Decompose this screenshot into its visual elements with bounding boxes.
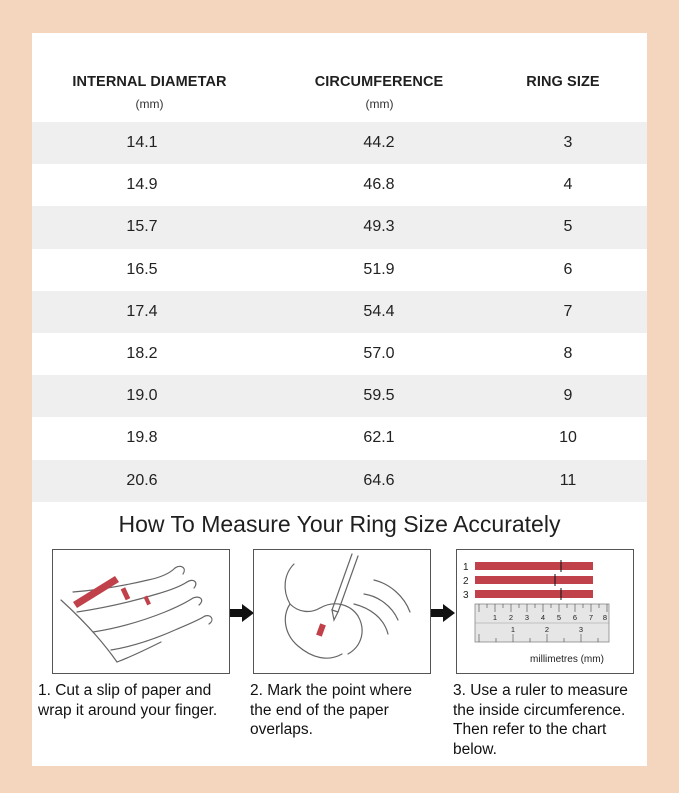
header-circumference: CIRCUMFERENCE: [314, 74, 444, 90]
diameter-cell: 16.5: [126, 260, 158, 278]
ring-size-cell: 7: [563, 302, 573, 320]
circumference-cell: 44.2: [363, 134, 395, 152]
step1-text: [38, 681, 243, 720]
hand-wrap-icon: [53, 550, 229, 673]
ring-size-cell: 5: [563, 218, 573, 236]
circumference-cell: 62.1: [363, 429, 395, 447]
strip-label: 3: [463, 590, 469, 601]
circumference-cell: 46.8: [363, 176, 395, 194]
step-line: Then refer to the chart: [453, 721, 607, 738]
header-ring-size: RING SIZE: [526, 74, 600, 90]
ruler-tick-label: 3: [524, 613, 530, 622]
diameter-cell: 14.1: [126, 134, 158, 152]
arrow-right-icon: [431, 604, 455, 622]
step-line: the end of the paper: [250, 701, 389, 719]
table-row: [32, 375, 647, 417]
ring-size-cell: 11: [559, 471, 577, 489]
arrow-right-icon: [230, 604, 254, 622]
step-line: the inside circumference.: [453, 701, 626, 719]
paper-strip: [475, 576, 593, 584]
ruler-unit-label: millimetres (mm): [530, 654, 604, 665]
ruler-tick-label: 2: [544, 625, 550, 634]
step2-text: [250, 681, 440, 740]
ruler-tick-label: 2: [508, 613, 514, 622]
step-line: overlaps.: [250, 721, 313, 738]
step-line: 2. Mark the point where: [250, 682, 412, 699]
circumference-cell: 54.4: [363, 302, 395, 320]
ruler-tick-label: 6: [572, 613, 578, 622]
step-line: 3. Use a ruler to measure: [453, 682, 628, 699]
header-internal-diameter: INTERNAL DIAMETAR: [72, 74, 227, 90]
hand-mark-icon: [254, 550, 430, 673]
ring-size-cell: 8: [563, 345, 573, 363]
strip-label: 2: [463, 576, 469, 587]
diameter-cell: 17.4: [126, 302, 158, 320]
table-row: [32, 164, 647, 206]
diameter-cell: 19.8: [126, 429, 158, 447]
step3-illustration: [456, 549, 634, 674]
ruler-tick-label: 7: [588, 613, 594, 622]
ruler-tick-label: 8: [602, 613, 608, 622]
ruler-tick-label: 4: [540, 613, 546, 622]
ring-size-cell: 3: [563, 134, 573, 152]
diameter-cell: 14.9: [126, 176, 158, 194]
circumference-cell: 49.3: [363, 218, 395, 236]
table-row: [32, 291, 647, 333]
size-table: [32, 122, 647, 502]
ring-size-card: [32, 33, 647, 766]
diameter-cell: 15.7: [126, 218, 158, 236]
paper-strip: [475, 590, 593, 598]
diameter-cell: 19.0: [126, 387, 158, 405]
step-line: 1. Cut a slip of paper and: [38, 682, 212, 699]
table-row: [32, 333, 647, 375]
table-row: [32, 417, 647, 459]
ruler-icon: [457, 550, 633, 673]
step-line: below.: [453, 740, 497, 758]
step1-illustration: [52, 549, 230, 674]
step3-text: [453, 681, 645, 759]
ring-size-cell: 10: [559, 429, 577, 447]
ring-size-cell: 4: [563, 176, 573, 194]
howto-title: How To Measure Your Ring Size Accurately: [118, 511, 561, 537]
ruler-tick-label: 5: [556, 613, 562, 622]
circumference-cell: 64.6: [363, 471, 395, 489]
table-row: [32, 460, 647, 502]
ruler-tick-label: 1: [510, 625, 516, 634]
table-row: [32, 122, 647, 164]
header-internal-diameter-unit: (mm): [135, 97, 164, 111]
table-row: [32, 249, 647, 291]
ring-size-cell: 6: [563, 260, 573, 278]
circumference-cell: 51.9: [363, 260, 395, 278]
ruler-tick-label: 3: [578, 625, 584, 634]
header-circumference-unit: (mm): [365, 97, 394, 111]
paper-mark: [316, 623, 326, 636]
ring-size-cell: 9: [563, 387, 573, 405]
table-row: [32, 206, 647, 248]
paper-strip: [475, 562, 593, 570]
circumference-cell: 59.5: [363, 387, 395, 405]
circumference-cell: 57.0: [363, 345, 395, 363]
step-line: wrap it around your finger.: [38, 701, 218, 719]
diameter-cell: 18.2: [126, 345, 158, 363]
diameter-cell: 20.6: [126, 471, 158, 489]
ruler-tick-label: 1: [492, 613, 498, 622]
step2-illustration: [253, 549, 431, 674]
strip-label: 1: [463, 562, 469, 573]
